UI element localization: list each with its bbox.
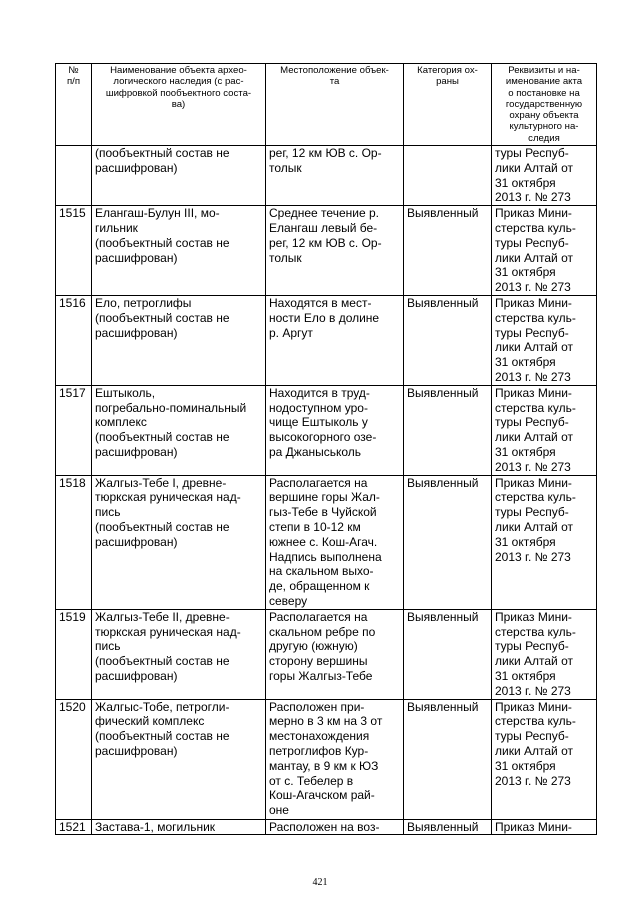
object-name: Жалгыз-Тебе I, древне- тюркская руническая над- пись (пообъектный состав не расшифрован) <box>92 475 266 609</box>
object-name: (пообъектный состав не расшифрован) <box>92 146 266 206</box>
protection-category: Выявленный <box>404 475 492 609</box>
page-number: 421 <box>312 877 328 888</box>
row-number: 1521 <box>56 819 92 835</box>
header-document: Реквизиты и на- именование акта о постановке на государственную охрану объекта культурного на- следия <box>492 64 597 146</box>
object-location: Расположен на воз- <box>266 819 404 835</box>
protection-category: Выявленный <box>404 609 492 699</box>
table-header-row <box>56 64 597 146</box>
protection-document: Приказ Мини- стерства куль- туры Респуб- лики Алтай от 31 октября 2013 г. № 273 <box>492 475 597 609</box>
protection-document: туры Респуб- лики Алтай от 31 октября 2013 г. № 273 <box>492 146 597 206</box>
protection-document: Приказ Мини- <box>492 819 597 835</box>
row-number: 1515 <box>56 206 92 296</box>
table-row <box>56 296 597 386</box>
protection-category: Выявленный <box>404 699 492 819</box>
row-number: 1520 <box>56 699 92 819</box>
table-row <box>56 609 597 699</box>
row-number: 1519 <box>56 609 92 699</box>
table-row <box>56 146 597 206</box>
row-number: 1516 <box>56 296 92 386</box>
row-number <box>56 146 92 206</box>
object-name: Застава-1, могильник <box>92 819 266 835</box>
object-location: Среднее течение р. Елангаш левый бе- рег, 12 км ЮВ с. Ор- толык <box>266 206 404 296</box>
object-name: Ештыколь, погребально-поминальный комплекс (пообъектный состав не расшифрован) <box>92 385 266 475</box>
protection-category: Выявленный <box>404 385 492 475</box>
protection-category: Выявленный <box>404 206 492 296</box>
protection-document: Приказ Мини- стерства куль- туры Респуб- лики Алтай от 31 октября 2013 г. № 273 <box>492 296 597 386</box>
heritage-registry-table <box>55 63 597 835</box>
object-location: Располагается на скальном ребре по другую (южную) сторону вершины горы Жалгыз-Тебе <box>266 609 404 699</box>
header-location: Местоположение объек- та <box>266 64 404 146</box>
row-number: 1517 <box>56 385 92 475</box>
protection-document: Приказ Мини- стерства куль- туры Респуб- лики Алтай от 31 октября 2013 г. № 273 <box>492 206 597 296</box>
header-category: Категория ох- раны <box>404 64 492 146</box>
protection-category: Выявленный <box>404 296 492 386</box>
object-name: Жалгыз-Тебе II, древне- тюркская руническая над- пись (пообъектный состав не расшифрован) <box>92 609 266 699</box>
object-location: Расположен при- мерно в 3 км на 3 от местонахождения петроглифов Кур- мантау, в 9 км к ЮЗ от с. Тебелер в Кош-Агачском рай- оне <box>266 699 404 819</box>
header-object-name: Наименование объекта архео- логического наследия (с рас- шифровкой пообъектного соста- ва) <box>92 64 266 146</box>
object-location: Находятся в мест- ности Ело в долине р. Аргут <box>266 296 404 386</box>
protection-document: Приказ Мини- стерства куль- туры Респуб- лики Алтай от 31 октября 2013 г. № 273 <box>492 609 597 699</box>
table-row <box>56 206 597 296</box>
table-row <box>56 699 597 819</box>
object-name: Елангаш-Булун III, мо- гильник (пообъектный состав не расшифрован) <box>92 206 266 296</box>
row-number: 1518 <box>56 475 92 609</box>
object-name: Жалгыс-Тобе, петрогли- фический комплекс (пообъектный состав не расшифрован) <box>92 699 266 819</box>
table-row <box>56 385 597 475</box>
object-location: Находится в труд- нодоступном уро- чище Ештыколь у высокогорного озе- ра Джаныськоль <box>266 385 404 475</box>
protection-category <box>404 146 492 206</box>
object-location: Располагается на вершине горы Жал- гыз-Тебе в Чуйской степи в 10-12 км южнее с. Кош-Агач. Надпись выполнена на скальном выхо- де, обращенном к северу <box>266 475 404 609</box>
protection-category: Выявленный <box>404 819 492 835</box>
object-location: рег, 12 км ЮВ с. Ор- толык <box>266 146 404 206</box>
header-number: № п/п <box>56 64 92 146</box>
protection-document: Приказ Мини- стерства куль- туры Респуб- лики Алтай от 31 октября 2013 г. № 273 <box>492 699 597 819</box>
table-row <box>56 475 597 609</box>
object-name: Ело, петроглифы (пообъектный состав не расшифрован) <box>92 296 266 386</box>
protection-document: Приказ Мини- стерства куль- туры Респуб- лики Алтай от 31 октября 2013 г. № 273 <box>492 385 597 475</box>
table-row <box>56 819 597 835</box>
